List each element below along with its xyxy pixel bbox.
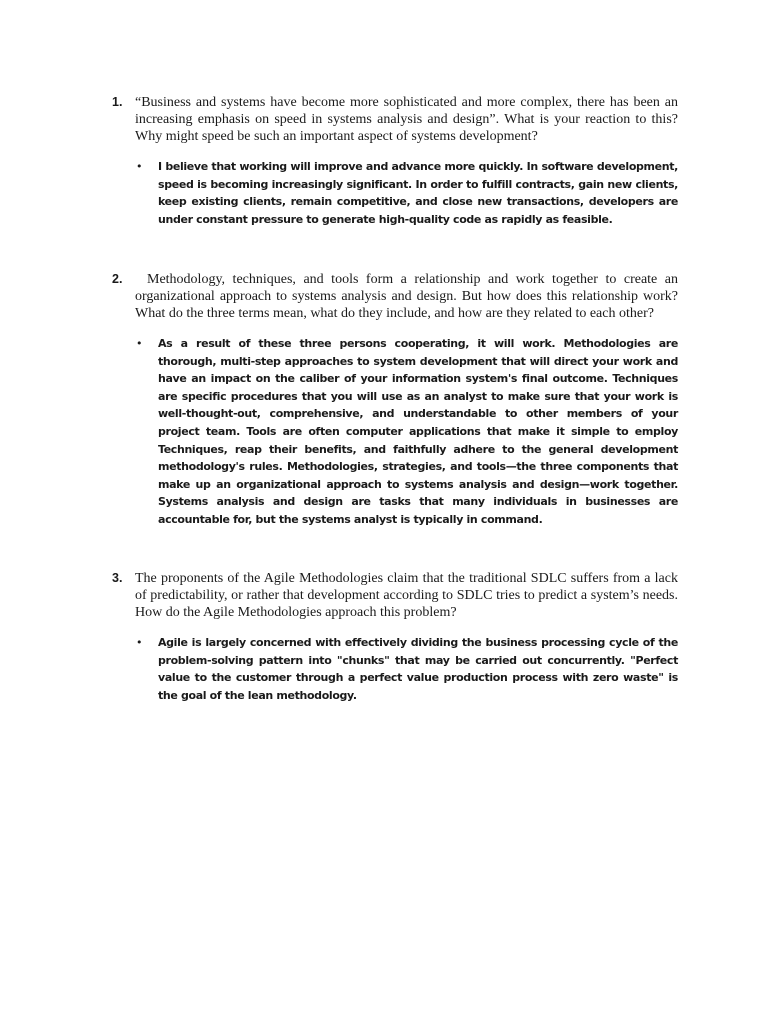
answer-item xyxy=(136,335,678,529)
question-item xyxy=(112,94,678,228)
question-text: Methodology, techniques, and tools form a relationship and work together to create an organizational approach to systems analysis and design. But how does this relationship work? What do the three terms mean, what do they include, and how are they related to each other? xyxy=(135,272,678,321)
question-number: 3. xyxy=(112,571,123,585)
question-item xyxy=(112,570,678,704)
question-number: 1. xyxy=(112,95,123,109)
question-item xyxy=(112,271,678,529)
answer-text: As a result of these three persons cooperating, it will work. Methodologies are thorough, multi-step approaches to system development that will direct your work and have an impact on the caliber of your information system's final outcome. Techniques are specific procedures that you will use as an analyst to make sure that your work is well-thought-out, comprehensive, and understandable to other members of your project team. Tools are often computer applications that make it simple to employ Techniques, reap their benefits, and faithfully adhere to the general development methodology's rules. Methodologies, strategies, and tools—the three components that make up an organizational approach to systems analysis and design—work together. Systems analysis and design are tasks that many individuals in businesses are accountable for, but the systems analyst is typically in command. xyxy=(158,337,678,526)
bullet-icon: • xyxy=(136,636,143,649)
question-text: “Business and systems have become more sophisticated and more complex, there has been an increasing emphasis on speed in systems analysis and design”. What is your reaction to this? Why might speed be such an important aspect of systems development? xyxy=(135,95,678,144)
bullet-icon: • xyxy=(136,337,143,350)
answer-item xyxy=(136,634,678,704)
answer-text: Agile is largely concerned with effectively dividing the business processing cycle of the problem-solving pattern into "chunks" that may be carried out concurrently. "Perfect value to the customer through a perfect value production process with zero waste" is the goal of the lean methodology. xyxy=(158,636,678,702)
answer-item xyxy=(136,158,678,228)
question-text: The proponents of the Agile Methodologies claim that the traditional SDLC suffers from a lack of predictability, or rather that development according to SDLC tries to predict a system’s needs. How do the Agile Methodologies approach this problem? xyxy=(135,571,678,620)
question-number: 2. xyxy=(112,272,123,286)
bullet-icon: • xyxy=(136,160,143,173)
answer-text: I believe that working will improve and advance more quickly. In software development, speed is becoming increasingly significant. In order to fulfill contracts, gain new clients, keep existing clients, remain competitive, and close new transactions, developers are under constant pressure to generate high-quality code as rapidly as feasible. xyxy=(158,160,678,226)
